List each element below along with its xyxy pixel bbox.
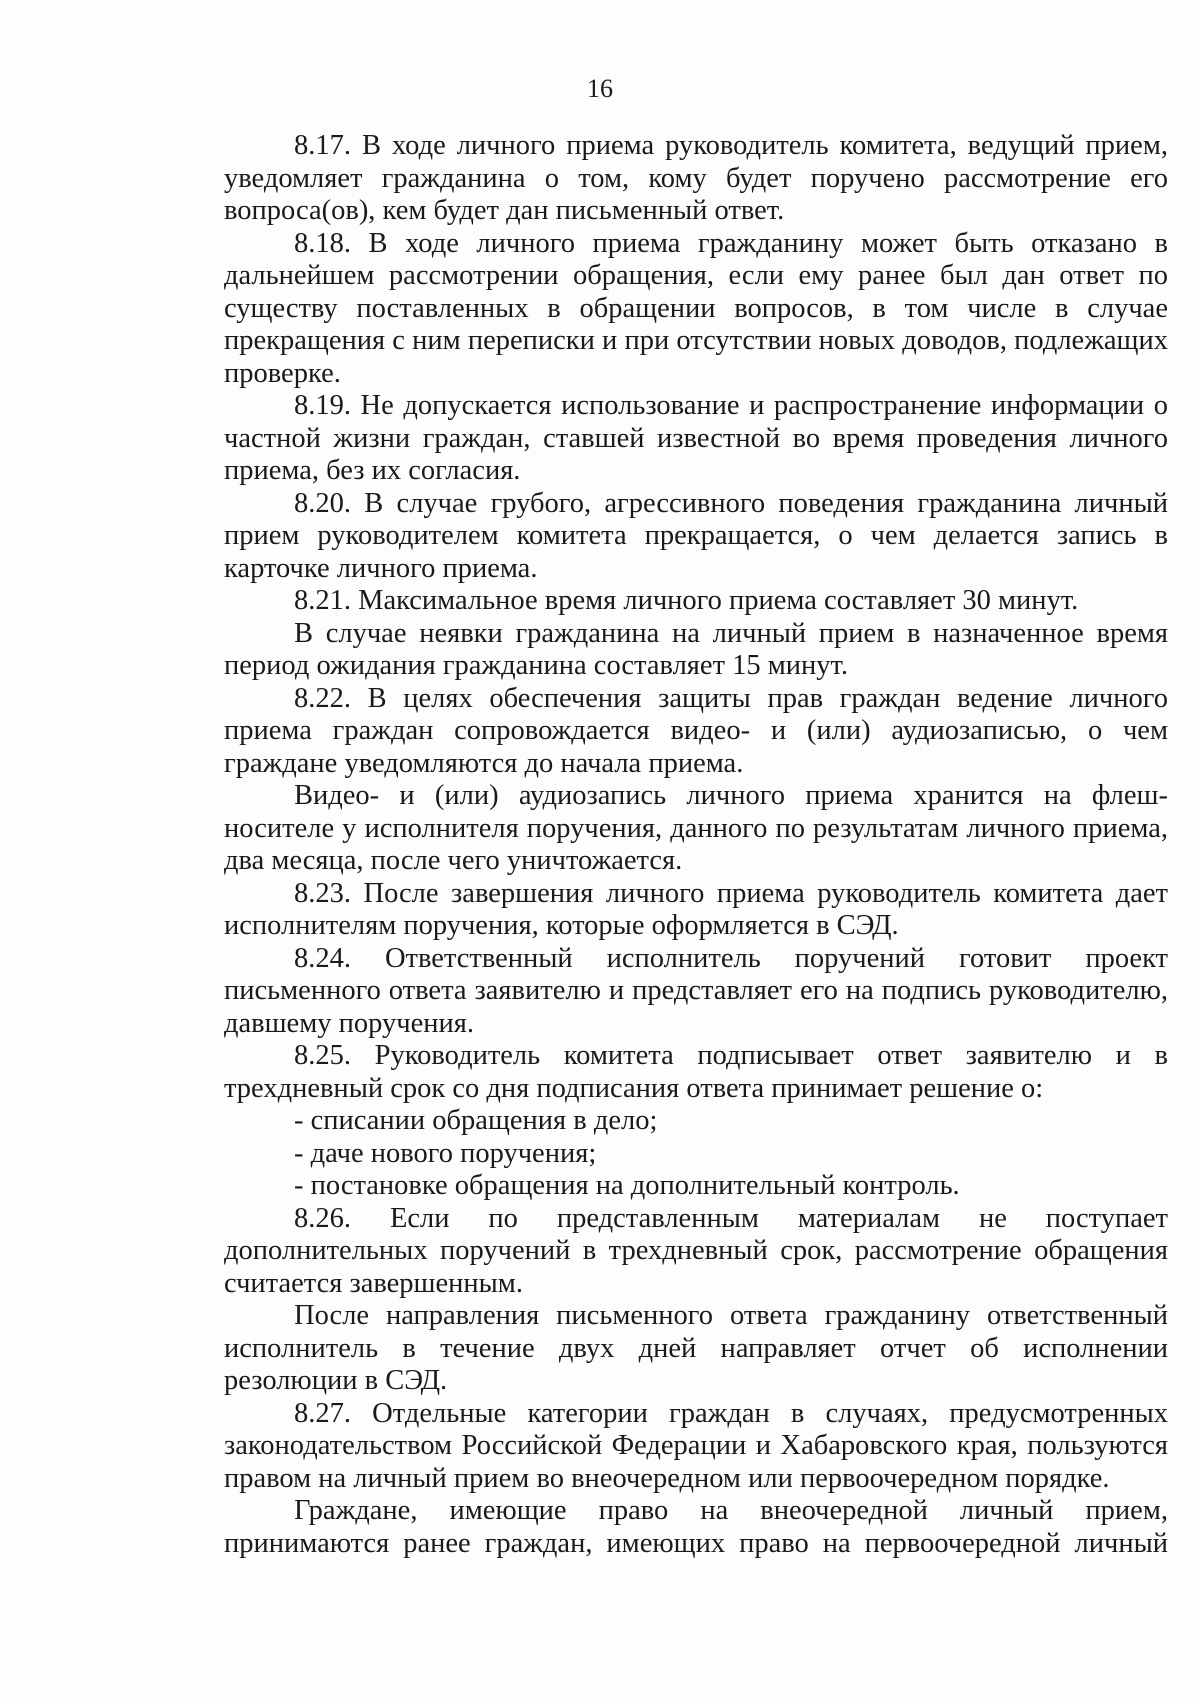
paragraph-8-26-report: После направления письменного ответа гражданину ответственный исполнитель в течение двух дней направляет отчет об исполнении резолюции в СЭД. <box>224 1300 1168 1396</box>
page-number: 16 <box>587 74 613 103</box>
paragraph-8-18: 8.18. В ходе личного приема гражданину может быть отказано в дальнейшем рассмотрении обращения, если ему ранее был дан ответ по существу поставленных в обращении вопросов, в том числе в случае прекращения с ним переписки и при отсутствии новых доводов, подлежащих проверке. <box>224 227 1168 389</box>
paragraph-8-19: 8.19. Не допускается использование и распространение информации о частной жизни граждан, ставшей известной во время проведения личного приема, без их согласия. <box>224 390 1168 486</box>
paragraph-8-20: 8.20. В случае грубого, агрессивного поведения гражданина личный прием руководителем комитета прекращается, о чем делается запись в карточке личного приема. <box>224 487 1168 584</box>
paragraph-8-27-priority: Граждане, имеющие право на внеочередной личный прием, принимаются ранее граждан, имеющих право на первоочередной личный <box>224 1495 1168 1559</box>
paragraph-8-26: 8.26. Если по представленным материалам не поступает дополнительных поручений в трехдневный срок, рассмотрение обращения считается завершенным. <box>224 1202 1168 1299</box>
paragraph-8-23: 8.23. После завершения личного приема руководитель комитета дает исполнителям поручения, которые оформляется в СЭД. <box>224 877 1168 941</box>
paragraph-8-27: 8.27. Отдельные категории граждан в случаях, предусмотренных законодательством Российской Федерации и Хабаровского края, пользуются правом на личный прием во внеочередном или первоочередном порядке. <box>224 1397 1168 1494</box>
paragraph-8-22-storage: Видео- и (или) аудиозапись личного приема хранится на флеш-носителе у исполнителя поручения, данного по результатам личного приема, два месяца, после чего уничтожается. <box>224 780 1168 876</box>
list-item-new-instruction: - даче нового поручения; <box>294 1137 597 1169</box>
list-item-write-off: - списании обращения в дело; <box>294 1105 658 1136</box>
paragraph-8-22: 8.22. В целях обеспечения защиты прав граждан ведение личного приема граждан сопровождается видео- и (или) аудиозаписью, о чем граждане уведомляются до начала приема. <box>224 682 1168 779</box>
paragraph-8-21: 8.21. Максимальное время личного приема составляет 30 минут. <box>294 585 1079 616</box>
list-item-extra-control: - постановке обращения на дополнительный контроль. <box>294 1170 960 1201</box>
paragraph-8-24: 8.24. Ответственный исполнитель поручений готовит проект письменного ответа заявителю и представляет его на подпись руководителю, давшему поручения. <box>224 942 1168 1039</box>
document-body <box>224 130 1168 1560</box>
paragraph-8-17: 8.17. В ходе личного приема руководитель комитета, ведущий прием, уведомляет гражданина о том, кому будет поручено рассмотрение его вопроса(ов), кем будет дан письменный ответ. <box>224 130 1168 226</box>
paragraph-8-21-waiting: В случае неявки гражданина на личный прием в назначенное время период ожидания гражданина составляет 15 минут. <box>224 617 1168 681</box>
paragraph-8-25: 8.25. Руководитель комитета подписывает ответ заявителю и в трехдневный срок со дня подписания ответа принимает решение о: <box>224 1040 1168 1104</box>
